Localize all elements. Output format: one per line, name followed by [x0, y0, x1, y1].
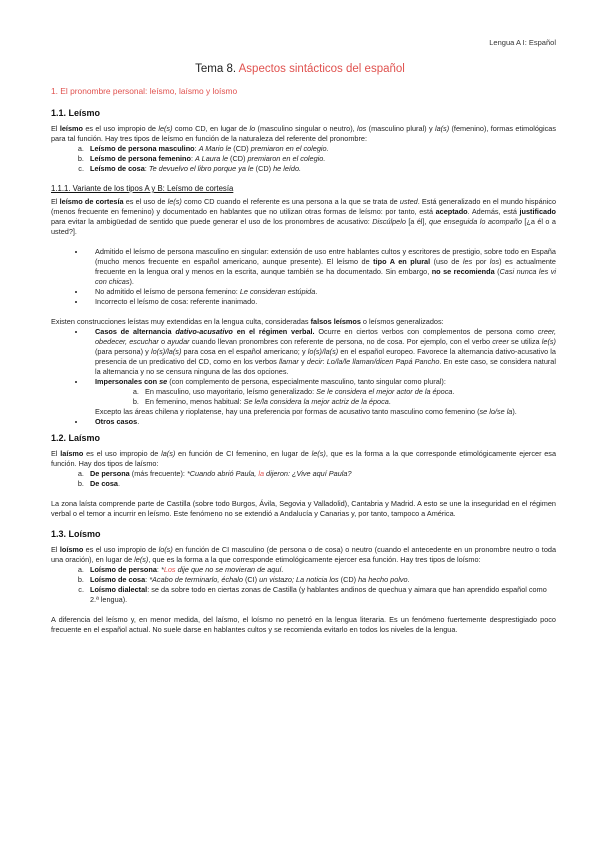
- laismo-types-list: [51, 469, 556, 489]
- subsection-heading-laismo: 1.2. Laísmo: [51, 433, 101, 443]
- list-item: a. Loísmo de persona: *Los dije que no se movieran de aquí.: [86, 565, 556, 575]
- list-item: • Otros casos.: [86, 417, 556, 427]
- loismo-intro: El loísmo es el uso impropio de lo(s) en función de CI masculino (de persona o de cosa) o neutro (cuando el antecedente en un pronombre neutro o toda una oración), en lugar de le(s), que es la forma a la que corresponde etimológicamente ejercer esa función. Hay tres tipos de loísmo:: [51, 545, 556, 564]
- laismo-zona-paragraph: La zona laísta comprende parte de Castilla (sobre todo Burgos, Ávila, Segovia y Valladolid), Cantabria y Madrid. A esto se une la inseguridad en el régimen verbal o el temor a incurrir en leísmo. Este fenómeno no se extendió a Andalucía y Canarias y, por tanto, tampoco a América.: [51, 499, 556, 518]
- list-item: • Casos de alternancia dativo-acusativo en el régimen verbal. Ocurre en ciertos verbos con complementos de persona como creer, obedecer, escuchar o ayudar cuando llevan pronombres con referente de persona, no de cosa. Por ejemplo, con el verbo creer se utiliza le(s) (para persona) y lo(s)/la(s) para cosa en el español americano; y lo(s)/la(s) en el español europeo. Favorece la alternancia dativo-acusativo la presencia de un predicativo del CD, como en los verbos llamar y decir: Lo/la/le llaman/dicen Papá Pancho. En este caso, se considera natural la alternancia y no se censura ninguna de las dos opciones.: [86, 327, 556, 377]
- loismo-types-list: [51, 565, 556, 605]
- running-header: Lengua A I: Español: [489, 38, 556, 47]
- subsection-heading-loismo: 1.3. Loísmo: [51, 529, 101, 539]
- title-accent: Aspectos sintácticos del español: [238, 63, 405, 75]
- section-heading: 1. El pronombre personal: leísmo, laísmo y loísmo: [51, 86, 238, 96]
- impersonales-sublist: [95, 387, 556, 407]
- list-item: c. Loísmo dialectal: se da sobre todo en ciertas zonas de Castilla (y hablantes andinos de quechua y aimara que han aprendido español como 2.ª lengua).: [86, 585, 556, 605]
- cortesia-paragraph: El leísmo de cortesía es el uso de le(s) como CD cuando el referente es una persona a la que se trata de usted. Está generalizado en el mundo hispánico (menos frecuente en femenino) y documentado en hablantes que no utilizan otras formas de leísmo: por tanto, está aceptado. Además, está justificado para evitar la ambigüedad de sentido que puede generar el uso de los pronombres de acusativo: Discúlpelo [a él], que enseguida lo acompaño [¿a él o a usted?].: [51, 197, 557, 236]
- cortesia-bullets: [51, 247, 556, 307]
- leismo-intro: El leísmo es el uso impropio de le(s) como CD, en lugar de lo (masculino singular o neutro), los (masculino plural) y la(s) (femenino), formas etimológicas para tal función. Hay tres tipos de leísmo en función de la naturaleza del referente del pronombre:: [51, 124, 556, 143]
- leismo-types-list: [51, 144, 556, 174]
- list-item: b. En femenino, menos habitual: Se le/la considera la mejor actriz de la época.: [141, 397, 556, 407]
- page-title: Tema 8. Aspectos sintácticos del español: [195, 63, 405, 75]
- list-item: • Admitido el leísmo de persona masculino en singular: extensión de uso entre hablantes cultos y escritores de prestigio, sobre todo en España (mucho menos frecuente en español americano, aunque presente). El leísmo de tipo A en plural (uso de les por los) es actualmente frecuente en la lengua oral y menos en la escrita, aunque también se ha documentado. Sin embargo, no se recomienda (Casi nunca les vi con chicas).: [86, 247, 556, 287]
- list-item: b. Leísmo de persona femenino: A Laura le (CD) premiaron en el colegio.: [86, 154, 556, 164]
- list-item: a. De persona (más frecuente): *Cuando abrió Paula, la dijeron: ¿Vive aquí Paula?: [86, 469, 556, 479]
- list-item: a. En masculino, uso mayoritario, leísmo generalizado: Se le considera el mejor actor de la época.: [141, 387, 556, 397]
- list-item: b. Loísmo de cosa: *Acabo de terminarlo, échalo (CI) un vistazo; La noticia los (CD) ha hecho polvo.: [86, 575, 556, 585]
- list-item: c. Leísmo de cosa: Te devuelvo el libro porque ya le (CD) he leído.: [86, 164, 556, 174]
- list-item: • Impersonales con se (con complemento de persona, especialmente masculino, tanto singular como plural): a. En masculino, uso mayoritario, leísmo generalizado: Se le considera el mejor actor de la época. b. En femenino, menos habitual: Se le/la considera la mejor actriz de la época. Excepto las áreas chilena y rioplatense, hay una preferencia por formas de acusativo tanto masculino como femenino (se lo/se la).: [86, 377, 556, 417]
- loismo-closing-paragraph: A diferencia del leísmo y, en menor medida, del laísmo, el loísmo no penetró en la lengua literaria. Es un fenómeno fuertemente desprestigiado poco frecuente en el español actual. No suele darse en hablantes cultos y se recomienda evitarlo en todos los niveles de la lengua.: [51, 615, 556, 634]
- list-item: a. Leísmo de persona masculino: A Mario le (CD) premiaron en el colegio.: [86, 144, 556, 154]
- falsos-leismos-paragraph: Existen construcciones leístas muy extendidas en la lengua culta, consideradas falsos leísmos o leísmos generalizados:: [51, 317, 444, 326]
- falsos-leismos-list: [51, 327, 556, 427]
- laismo-intro: El laísmo es el uso impropio de la(s) en función de CI femenino, en lugar de le(s), que es la forma a la que corresponde etimológicamente ejercer esa función. Hay dos tipos de laísmo:: [51, 449, 557, 468]
- subsection-heading-leismo: 1.1. Leísmo: [51, 108, 101, 118]
- list-item: b. De cosa.: [86, 479, 556, 489]
- list-item: • No admitido el leísmo de persona femenino: Le consideran estúpida.: [86, 287, 556, 297]
- document-body: [51, 86, 556, 635]
- list-item: • Incorrecto el leísmo de cosa: referente inanimado.: [86, 297, 556, 307]
- sub-subsection-heading: 1.1.1. Variante de los tipos A y B: Leísmo de cortesía: [51, 184, 234, 193]
